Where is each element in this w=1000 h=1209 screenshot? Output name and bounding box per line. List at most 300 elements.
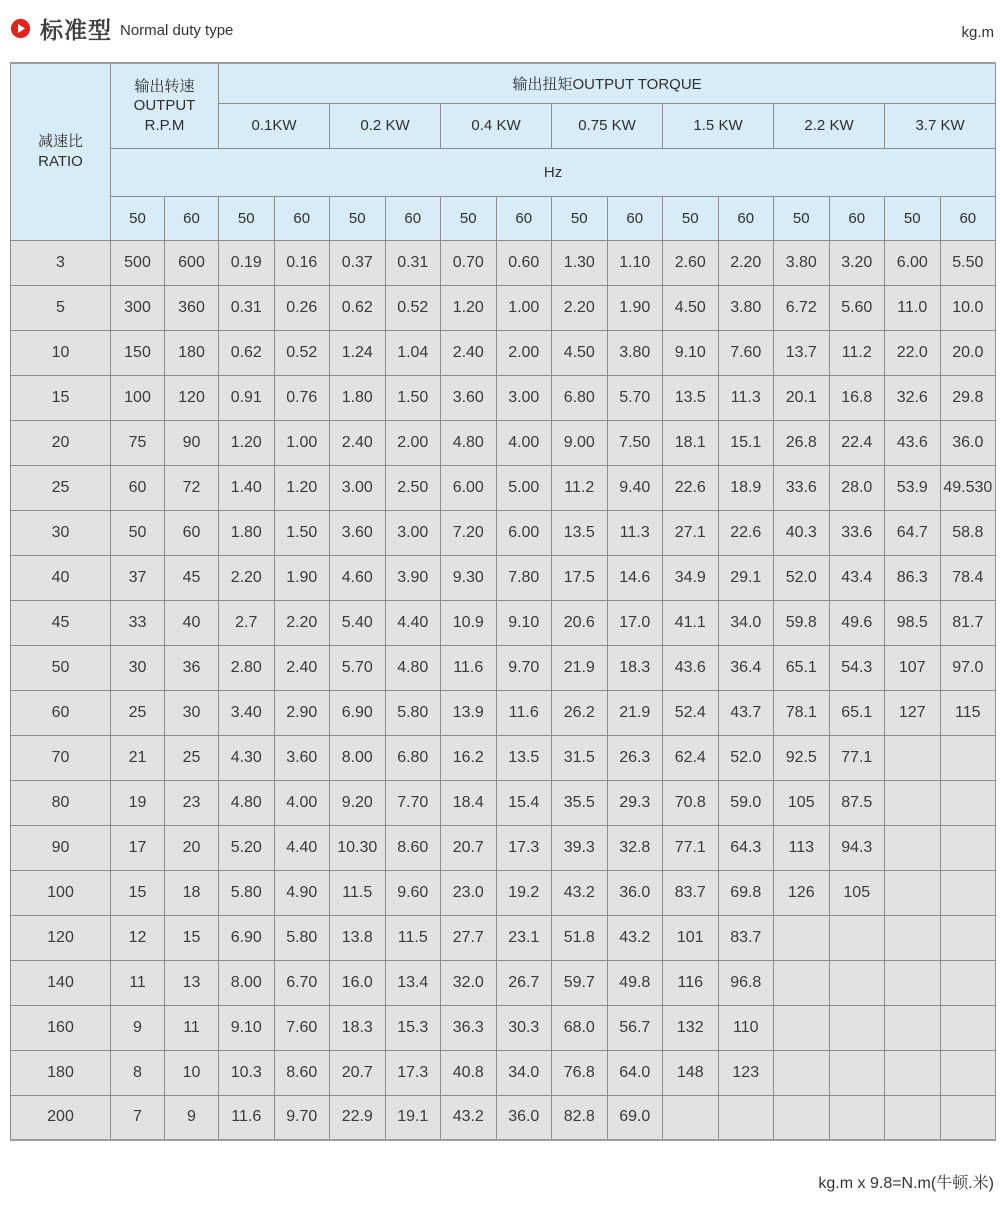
rpm-cell: 60	[165, 510, 219, 555]
rpm-column-header	[111, 63, 219, 148]
table-row	[11, 420, 996, 465]
torque-cell: 9.70	[496, 645, 552, 690]
torque-cell: 1.20	[274, 465, 330, 510]
torque-cell: 5.00	[496, 465, 552, 510]
torque-cell	[940, 735, 996, 780]
torque-cell: 2.90	[274, 690, 330, 735]
table-row	[11, 285, 996, 330]
torque-cell: 27.1	[663, 510, 719, 555]
torque-cell: 1.00	[496, 285, 552, 330]
kw-column-header: 0.1KW	[219, 103, 330, 148]
torque-cell: 1.20	[219, 420, 275, 465]
table-row	[11, 870, 996, 915]
torque-cell: 70.8	[663, 780, 719, 825]
torque-cell: 43.6	[663, 645, 719, 690]
torque-cell: 49.8	[607, 960, 663, 1005]
rpm-cell: 600	[165, 240, 219, 285]
ratio-label-en: RATIO	[38, 152, 83, 170]
torque-cell: 86.3	[885, 555, 941, 600]
torque-cell	[829, 1050, 885, 1095]
torque-cell: 2.7	[219, 600, 275, 645]
table-row	[11, 780, 996, 825]
torque-cell: 20.6	[552, 600, 608, 645]
torque-cell: 11.6	[496, 690, 552, 735]
rpm-cell: 18	[165, 870, 219, 915]
conversion-note: kg.m x 9.8=N.m(牛顿.米)	[818, 1175, 994, 1192]
torque-cell: 8.00	[330, 735, 386, 780]
torque-cell: 9.00	[552, 420, 608, 465]
ratio-cell: 25	[11, 465, 111, 510]
torque-cell: 2.20	[219, 555, 275, 600]
torque-cell: 5.70	[330, 645, 386, 690]
rpm-cell: 100	[111, 375, 165, 420]
torque-cell: 13.7	[774, 330, 830, 375]
torque-cell: 52.0	[718, 735, 774, 780]
rpm-cell: 25	[165, 735, 219, 780]
torque-cell: 0.70	[441, 240, 497, 285]
torque-cell: 2.20	[552, 285, 608, 330]
torque-cell: 11.2	[829, 330, 885, 375]
torque-cell: 7.60	[718, 330, 774, 375]
torque-cell: 6.00	[496, 510, 552, 555]
torque-cell: 68.0	[552, 1005, 608, 1050]
torque-cell: 110	[718, 1005, 774, 1050]
torque-cell: 4.40	[385, 600, 441, 645]
torque-cell: 0.76	[274, 375, 330, 420]
hz-value-header: 60	[829, 196, 885, 240]
torque-cell: 2.40	[274, 645, 330, 690]
torque-cell	[663, 1095, 719, 1140]
torque-cell: 1.80	[219, 510, 275, 555]
torque-cell: 123	[718, 1050, 774, 1095]
torque-cell: 6.00	[885, 240, 941, 285]
ratio-cell: 30	[11, 510, 111, 555]
torque-cell: 6.80	[385, 735, 441, 780]
torque-cell: 20.0	[940, 330, 996, 375]
torque-cell: 18.9	[718, 465, 774, 510]
torque-cell: 43.2	[607, 915, 663, 960]
torque-cell: 2.40	[330, 420, 386, 465]
torque-cell: 7.60	[274, 1005, 330, 1050]
hz-value-header: 60	[165, 196, 219, 240]
torque-cell: 4.30	[219, 735, 275, 780]
torque-cell: 76.8	[552, 1050, 608, 1095]
torque-cell: 17.3	[496, 825, 552, 870]
torque-cell: 54.3	[829, 645, 885, 690]
torque-cell	[885, 915, 941, 960]
torque-cell	[885, 1095, 941, 1140]
table-row	[11, 240, 996, 285]
table-row	[11, 690, 996, 735]
rpm-cell: 15	[165, 915, 219, 960]
torque-cell: 4.80	[219, 780, 275, 825]
torque-cell: 3.00	[496, 375, 552, 420]
torque-cell: 5.80	[219, 870, 275, 915]
torque-cell	[885, 1050, 941, 1095]
torque-cell: 11.3	[718, 375, 774, 420]
table-row	[11, 1005, 996, 1050]
torque-cell: 1.40	[219, 465, 275, 510]
torque-cell	[940, 915, 996, 960]
table-row	[11, 555, 996, 600]
hz-value-header: 50	[885, 196, 941, 240]
rpm-cell: 500	[111, 240, 165, 285]
ratio-cell: 15	[11, 375, 111, 420]
torque-cell: 11.3	[607, 510, 663, 555]
torque-cell: 1.90	[607, 285, 663, 330]
torque-cell: 6.70	[274, 960, 330, 1005]
table-row	[11, 375, 996, 420]
torque-cell: 20.7	[441, 825, 497, 870]
torque-cell: 26.7	[496, 960, 552, 1005]
torque-cell: 9.10	[496, 600, 552, 645]
torque-cell: 3.60	[274, 735, 330, 780]
torque-cell: 13.5	[496, 735, 552, 780]
torque-cell	[940, 1095, 996, 1140]
torque-cell: 43.4	[829, 555, 885, 600]
torque-cell: 21.9	[607, 690, 663, 735]
torque-cell	[885, 1005, 941, 1050]
torque-cell: 26.2	[552, 690, 608, 735]
torque-cell	[774, 1050, 830, 1095]
kw-column-header: 0.2 KW	[330, 103, 441, 148]
torque-cell	[940, 1005, 996, 1050]
torque-cell: 19.2	[496, 870, 552, 915]
torque-cell: 36.0	[496, 1095, 552, 1140]
torque-cell: 15.3	[385, 1005, 441, 1050]
rpm-cell: 40	[165, 600, 219, 645]
torque-cell: 52.0	[774, 555, 830, 600]
torque-cell: 62.4	[663, 735, 719, 780]
torque-cell	[885, 825, 941, 870]
torque-cell: 2.60	[663, 240, 719, 285]
rpm-cell: 50	[111, 510, 165, 555]
torque-cell: 0.31	[385, 240, 441, 285]
torque-cell: 64.3	[718, 825, 774, 870]
torque-cell: 51.8	[552, 915, 608, 960]
torque-cell: 40.8	[441, 1050, 497, 1095]
hz-value-header: 60	[496, 196, 552, 240]
torque-cell: 126	[774, 870, 830, 915]
torque-cell: 20.1	[774, 375, 830, 420]
rpm-label-en1: OUTPUT	[133, 97, 196, 114]
torque-cell: 43.2	[441, 1095, 497, 1140]
torque-cell: 43.7	[718, 690, 774, 735]
table-row	[11, 915, 996, 960]
rpm-cell: 11	[111, 960, 165, 1005]
torque-cell: 0.37	[330, 240, 386, 285]
torque-cell: 59.7	[552, 960, 608, 1005]
torque-cell: 3.20	[829, 240, 885, 285]
rpm-cell: 37	[111, 555, 165, 600]
torque-cell: 1.20	[441, 285, 497, 330]
table-row	[11, 600, 996, 645]
ratio-cell: 50	[11, 645, 111, 690]
torque-cell: 0.60	[496, 240, 552, 285]
torque-cell: 18.3	[607, 645, 663, 690]
torque-cell: 16.8	[829, 375, 885, 420]
torque-cell: 29.3	[607, 780, 663, 825]
rpm-label-en2: R.P.M	[144, 116, 185, 134]
rpm-cell: 20	[165, 825, 219, 870]
rpm-cell: 7	[111, 1095, 165, 1140]
torque-cell: 64.0	[607, 1050, 663, 1095]
ratio-cell: 3	[11, 240, 111, 285]
torque-cell: 4.60	[330, 555, 386, 600]
torque-cell: 127	[885, 690, 941, 735]
torque-cell: 0.52	[274, 330, 330, 375]
rpm-cell: 30	[111, 645, 165, 690]
torque-cell	[774, 960, 830, 1005]
hz-value-header: 60	[607, 196, 663, 240]
torque-cell: 49.530	[940, 465, 996, 510]
hz-value-header: 50	[774, 196, 830, 240]
rpm-cell: 12	[111, 915, 165, 960]
torque-cell: 22.6	[718, 510, 774, 555]
torque-cell: 77.1	[663, 825, 719, 870]
torque-cell: 23.1	[496, 915, 552, 960]
torque-cell: 3.80	[607, 330, 663, 375]
rpm-cell: 9	[111, 1005, 165, 1050]
torque-cell: 7.50	[607, 420, 663, 465]
torque-cell: 59.8	[774, 600, 830, 645]
torque-cell: 11.6	[441, 645, 497, 690]
ratio-cell: 10	[11, 330, 111, 375]
rpm-cell: 11	[165, 1005, 219, 1050]
torque-cell: 16.2	[441, 735, 497, 780]
torque-cell: 4.50	[663, 285, 719, 330]
rpm-cell: 15	[111, 870, 165, 915]
torque-cell: 41.1	[663, 600, 719, 645]
ratio-cell: 70	[11, 735, 111, 780]
rpm-cell: 23	[165, 780, 219, 825]
rpm-cell: 180	[165, 330, 219, 375]
torque-cell: 23.0	[441, 870, 497, 915]
ratio-cell: 20	[11, 420, 111, 465]
table-row	[11, 465, 996, 510]
torque-cell: 69.0	[607, 1095, 663, 1140]
torque-cell: 8.60	[274, 1050, 330, 1095]
torque-group-header: 输出扭矩OUTPUT TORQUE	[219, 63, 996, 103]
table-row	[11, 735, 996, 780]
ratio-cell: 90	[11, 825, 111, 870]
torque-cell: 36.0	[940, 420, 996, 465]
torque-cell: 116	[663, 960, 719, 1005]
rpm-cell: 300	[111, 285, 165, 330]
torque-cell: 13.9	[441, 690, 497, 735]
torque-cell: 10.9	[441, 600, 497, 645]
torque-cell: 83.7	[718, 915, 774, 960]
torque-cell: 14.6	[607, 555, 663, 600]
table-row	[11, 1050, 996, 1095]
torque-cell: 29.1	[718, 555, 774, 600]
torque-cell	[774, 915, 830, 960]
torque-cell: 98.5	[885, 600, 941, 645]
hz-value-header: 60	[274, 196, 330, 240]
torque-cell: 113	[774, 825, 830, 870]
ratio-column-header	[11, 63, 111, 240]
torque-cell: 65.1	[774, 645, 830, 690]
torque-cell: 5.20	[219, 825, 275, 870]
torque-cell: 1.04	[385, 330, 441, 375]
rpm-cell: 21	[111, 735, 165, 780]
torque-cell: 0.62	[330, 285, 386, 330]
torque-cell: 7.80	[496, 555, 552, 600]
torque-cell: 4.80	[385, 645, 441, 690]
hz-value-header: 50	[441, 196, 497, 240]
torque-cell: 32.6	[885, 375, 941, 420]
torque-cell: 8.00	[219, 960, 275, 1005]
torque-cell: 0.26	[274, 285, 330, 330]
torque-cell	[718, 1095, 774, 1140]
torque-cell: 17.5	[552, 555, 608, 600]
torque-cell: 4.00	[274, 780, 330, 825]
hz-value-header: 50	[219, 196, 275, 240]
torque-cell: 0.91	[219, 375, 275, 420]
ratio-cell: 60	[11, 690, 111, 735]
torque-cell: 1.90	[274, 555, 330, 600]
torque-cell: 94.3	[829, 825, 885, 870]
torque-cell: 36.0	[607, 870, 663, 915]
hz-value-header: 50	[663, 196, 719, 240]
hz-value-header: 60	[940, 196, 996, 240]
torque-cell: 13.5	[663, 375, 719, 420]
torque-cell	[885, 780, 941, 825]
torque-cell: 34.0	[496, 1050, 552, 1095]
kw-column-header: 0.4 KW	[441, 103, 552, 148]
torque-cell: 0.62	[219, 330, 275, 375]
torque-cell: 11.6	[219, 1095, 275, 1140]
torque-cell: 4.00	[496, 420, 552, 465]
table-row	[11, 330, 996, 375]
torque-cell: 0.31	[219, 285, 275, 330]
torque-cell: 2.80	[219, 645, 275, 690]
torque-cell: 5.70	[607, 375, 663, 420]
ratio-cell: 160	[11, 1005, 111, 1050]
torque-cell: 107	[885, 645, 941, 690]
torque-cell: 82.8	[552, 1095, 608, 1140]
page-header	[10, 12, 233, 45]
torque-cell: 78.1	[774, 690, 830, 735]
torque-cell: 15.4	[496, 780, 552, 825]
torque-cell: 27.7	[441, 915, 497, 960]
rpm-cell: 36	[165, 645, 219, 690]
torque-cell: 11.5	[330, 870, 386, 915]
torque-cell: 52.4	[663, 690, 719, 735]
torque-cell: 15.1	[718, 420, 774, 465]
unit-label: kg.m	[961, 24, 994, 41]
torque-cell: 1.50	[274, 510, 330, 555]
torque-cell: 9.30	[441, 555, 497, 600]
table-row	[11, 510, 996, 555]
torque-cell	[940, 825, 996, 870]
torque-cell: 3.80	[774, 240, 830, 285]
torque-cell: 32.0	[441, 960, 497, 1005]
torque-cell: 2.50	[385, 465, 441, 510]
torque-cell: 53.9	[885, 465, 941, 510]
rpm-cell: 10	[165, 1050, 219, 1095]
torque-cell: 18.3	[330, 1005, 386, 1050]
torque-cell: 0.16	[274, 240, 330, 285]
torque-cell: 56.7	[607, 1005, 663, 1050]
torque-cell: 2.00	[385, 420, 441, 465]
rpm-cell: 8	[111, 1050, 165, 1095]
torque-cell: 69.8	[718, 870, 774, 915]
torque-cell: 11.0	[885, 285, 941, 330]
kw-column-header: 2.2 KW	[774, 103, 885, 148]
torque-cell: 10.30	[330, 825, 386, 870]
torque-cell: 3.60	[330, 510, 386, 555]
torque-cell: 13.5	[552, 510, 608, 555]
torque-cell: 34.0	[718, 600, 774, 645]
torque-cell: 7.70	[385, 780, 441, 825]
torque-cell: 5.50	[940, 240, 996, 285]
rpm-cell: 30	[165, 690, 219, 735]
rpm-cell: 45	[165, 555, 219, 600]
rpm-cell: 17	[111, 825, 165, 870]
torque-cell: 9.60	[385, 870, 441, 915]
rpm-label-zh: 输出转速	[134, 77, 195, 95]
ratio-cell: 80	[11, 780, 111, 825]
rpm-cell: 25	[111, 690, 165, 735]
rpm-cell: 90	[165, 420, 219, 465]
torque-cell	[885, 870, 941, 915]
torque-cell: 32.8	[607, 825, 663, 870]
torque-cell: 28.0	[829, 465, 885, 510]
torque-cell: 30.3	[496, 1005, 552, 1050]
ratio-cell: 200	[11, 1095, 111, 1140]
torque-cell	[774, 1005, 830, 1050]
torque-cell	[885, 735, 941, 780]
torque-cell: 64.7	[885, 510, 941, 555]
torque-cell: 43.6	[885, 420, 941, 465]
torque-cell: 33.6	[774, 465, 830, 510]
torque-cell: 3.00	[330, 465, 386, 510]
torque-cell: 8.60	[385, 825, 441, 870]
rpm-cell: 360	[165, 285, 219, 330]
ratio-cell: 100	[11, 870, 111, 915]
torque-cell: 5.80	[385, 690, 441, 735]
torque-cell: 4.90	[274, 870, 330, 915]
torque-cell: 6.80	[552, 375, 608, 420]
hz-value-header: 60	[385, 196, 441, 240]
table-row	[11, 1095, 996, 1140]
torque-cell: 18.4	[441, 780, 497, 825]
torque-cell: 2.40	[441, 330, 497, 375]
torque-cell	[829, 915, 885, 960]
kw-column-header: 0.75 KW	[552, 103, 663, 148]
torque-cell: 2.20	[274, 600, 330, 645]
torque-cell	[774, 1095, 830, 1140]
torque-cell: 19.1	[385, 1095, 441, 1140]
ratio-cell: 120	[11, 915, 111, 960]
torque-cell: 17.0	[607, 600, 663, 645]
torque-cell: 2.00	[496, 330, 552, 375]
hz-value-header: 50	[330, 196, 386, 240]
ratio-label-zh: 减速比	[37, 133, 83, 151]
torque-cell: 105	[774, 780, 830, 825]
torque-cell: 1.30	[552, 240, 608, 285]
torque-cell: 77.1	[829, 735, 885, 780]
torque-cell: 105	[829, 870, 885, 915]
torque-cell: 35.5	[552, 780, 608, 825]
torque-cell: 33.6	[829, 510, 885, 555]
torque-cell: 5.80	[274, 915, 330, 960]
rpm-cell: 9	[165, 1095, 219, 1140]
torque-cell: 5.40	[330, 600, 386, 645]
torque-cell: 22.4	[829, 420, 885, 465]
torque-cell	[829, 960, 885, 1005]
